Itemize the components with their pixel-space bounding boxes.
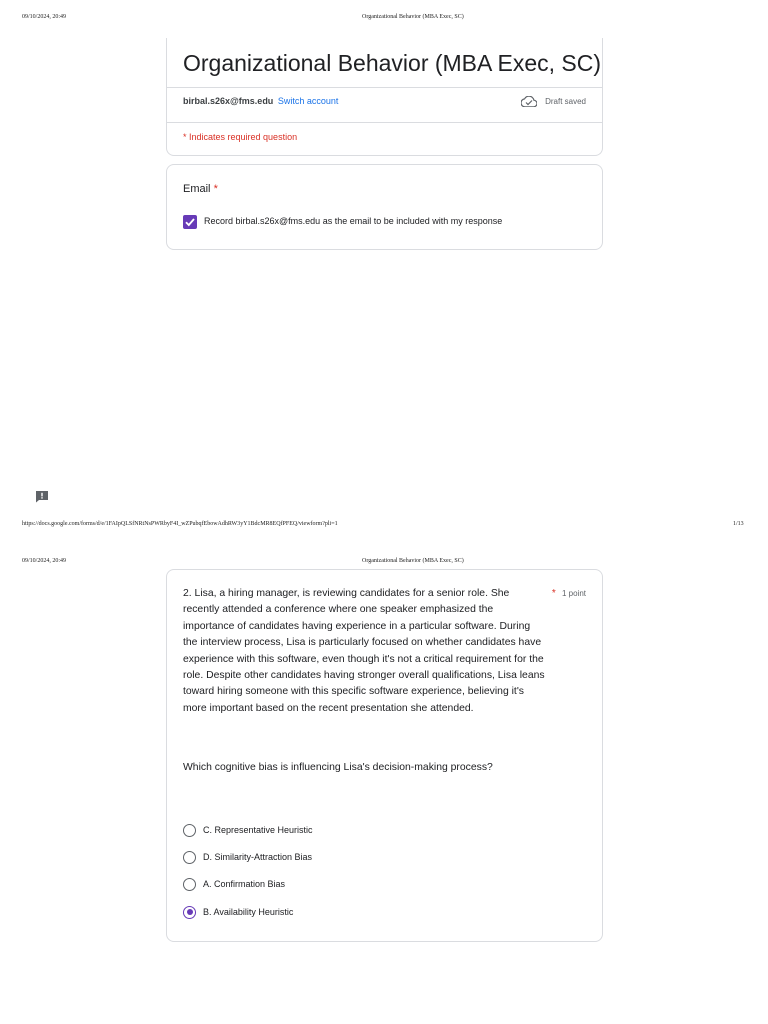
draft-status-text: Draft saved: [545, 97, 586, 106]
checkmark-icon: [183, 215, 197, 229]
required-star: *: [551, 588, 556, 599]
option-label: C. Representative Heuristic: [203, 825, 313, 835]
option-b[interactable]: [183, 904, 293, 920]
question-2-prompt: Which cognitive bias is influencing Lisa's decision-making process?: [183, 762, 493, 773]
print-datetime: 09/10/2024, 20:49: [22, 558, 67, 564]
header-divider: [167, 87, 602, 88]
draft-status: [521, 96, 586, 107]
radio-button[interactable]: [183, 878, 196, 891]
required-star: *: [213, 183, 218, 195]
option-label: D. Similarity-Attraction Bias: [203, 852, 313, 862]
radio-button[interactable]: [183, 824, 196, 837]
form-header-card: [166, 38, 603, 156]
email-question-card: [166, 164, 603, 250]
option-d[interactable]: [183, 849, 312, 865]
question-2-text: 2. Lisa, a hiring manager, is reviewing candidates for a senior role. She recently attended a conference where one speaker emphasized the importance of candidates having experience in a particular software. During the interview process, Lisa is particularly focused on whether candidates have experience with this software, even though it's not a critical requirement for the role. Despite other candidates having stronger overall qualifications, Lisa leans toward hiring someone with this specific software experience, believing it's more important based on the recent presentation she attended.: [183, 588, 545, 714]
print-url: https://docs.google.com/forms/d/e/1FAIpQLSfNRtNsPWRbyF4I_wZPubqfEbowAdhRW3yY1BdcMR8EQfPFEQ/viewform?pli=1: [22, 521, 338, 527]
email-question-label: [183, 183, 218, 195]
question-2-card: [166, 569, 603, 942]
points-indicator: [552, 588, 586, 599]
radio-button[interactable]: [183, 851, 196, 864]
print-title: Organizational Behavior (MBA Exec, SC): [362, 14, 464, 20]
account-email: birbal.s26x@fms.edu: [183, 96, 274, 106]
points-text: 1 point: [561, 589, 586, 598]
radio-button-selected[interactable]: [183, 906, 196, 919]
cloud-done-icon: [521, 96, 537, 107]
required-note: * Indicates required question: [183, 132, 298, 142]
switch-account-link[interactable]: Switch account: [277, 96, 339, 106]
option-label: A. Confirmation Bias: [203, 879, 286, 889]
account-row: [183, 96, 338, 106]
print-datetime: 09/10/2024, 20:49: [22, 14, 67, 20]
print-title: Organizational Behavior (MBA Exec, SC): [362, 558, 464, 564]
option-label: B. Availability Heuristic: [203, 907, 294, 917]
form-title: Organizational Behavior (MBA Exec, SC): [183, 50, 602, 76]
record-email-label: Record birbal.s26x@fms.edu as the email to be included with my response: [204, 216, 503, 226]
email-label-text: Email: [183, 183, 211, 195]
option-a[interactable]: [183, 876, 285, 892]
feedback-icon[interactable]: [35, 490, 49, 503]
option-c[interactable]: [183, 822, 313, 838]
record-email-checkbox[interactable]: [183, 215, 197, 229]
print-page-number: 1/13: [733, 521, 744, 527]
account-divider: [167, 122, 602, 123]
